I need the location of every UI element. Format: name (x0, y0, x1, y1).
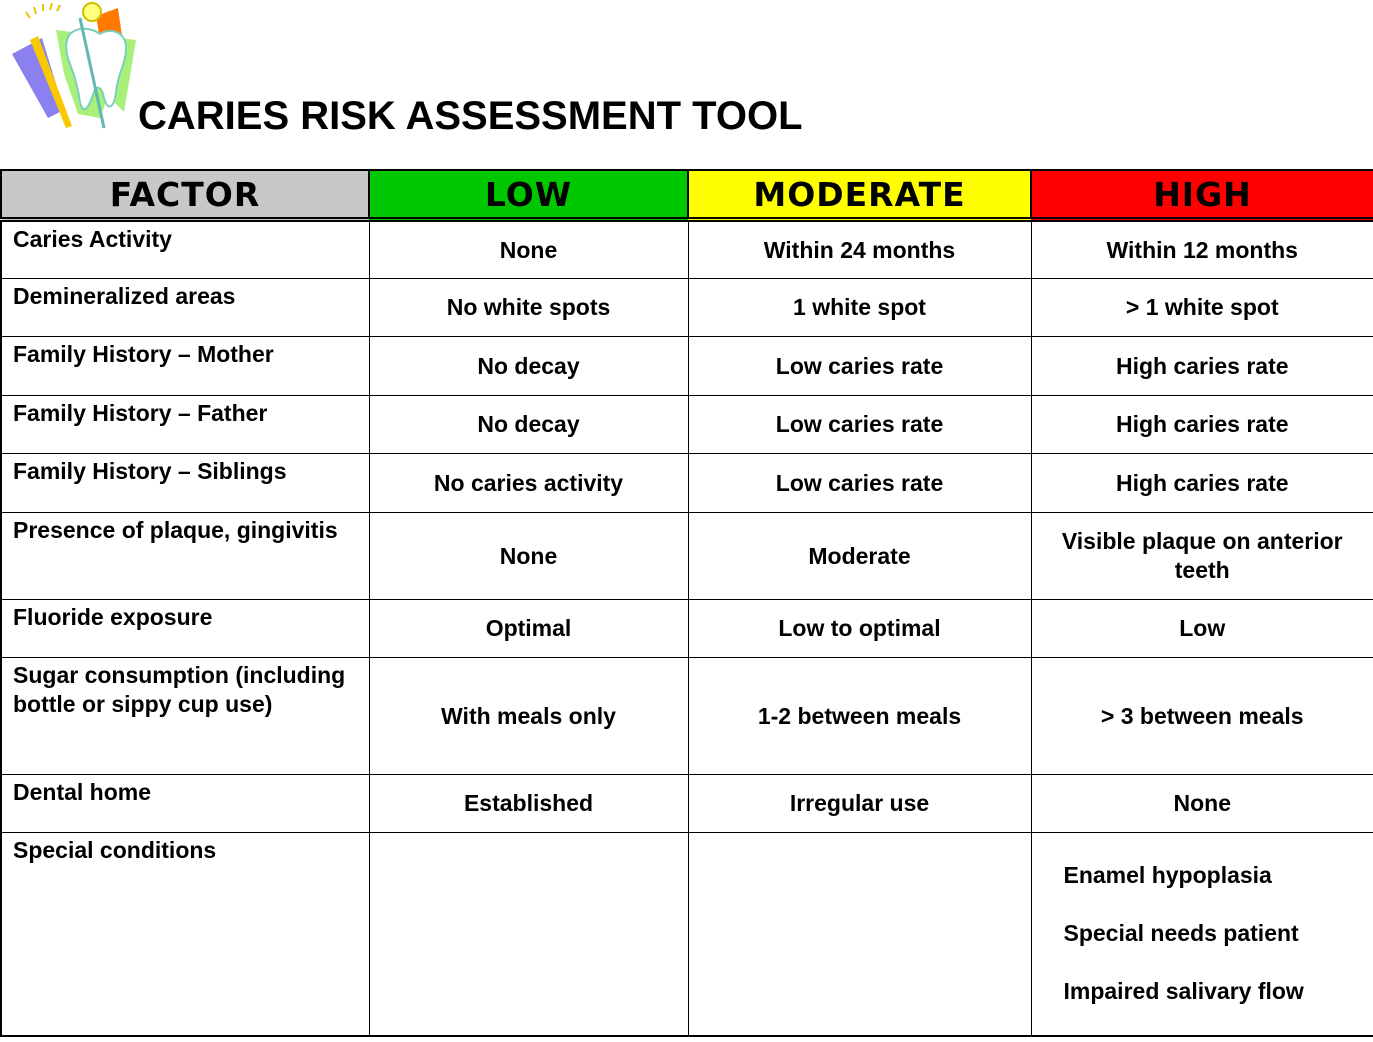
list-item: Impaired salivary flow (1063, 978, 1304, 1004)
moderate-cell: Low to optimal (688, 600, 1031, 658)
factor-cell: Family History – Father (1, 396, 369, 454)
header-row (1, 170, 1373, 220)
high-cell: High caries rate (1031, 454, 1373, 513)
low-cell: No caries activity (369, 454, 688, 513)
factor-cell: Demineralized areas (1, 279, 369, 337)
high-cell: None (1031, 775, 1373, 833)
table-row (1, 775, 1373, 833)
moderate-cell: 1 white spot (688, 279, 1031, 337)
low-cell: No decay (369, 337, 688, 396)
list-item: Enamel hypoplasia (1063, 862, 1272, 888)
moderate-cell: Low caries rate (688, 454, 1031, 513)
high-cell: High caries rate (1031, 337, 1373, 396)
list-item: Special needs patient (1063, 920, 1299, 946)
table-row (1, 600, 1373, 658)
high-cell: > 1 white spot (1031, 279, 1373, 337)
low-cell (369, 833, 688, 1037)
moderate-cell (688, 833, 1031, 1037)
low-cell: With meals only (369, 658, 688, 775)
table-row (1, 279, 1373, 337)
low-cell: No white spots (369, 279, 688, 337)
factor-cell: Dental home (1, 775, 369, 833)
low-cell: None (369, 220, 688, 279)
factor-cell: Fluoride exposure (1, 600, 369, 658)
moderate-cell: Low caries rate (688, 337, 1031, 396)
moderate-cell: Irregular use (688, 775, 1031, 833)
low-cell: No decay (369, 396, 688, 454)
risk-assessment-table (0, 169, 1373, 1037)
factor-cell: Caries Activity (1, 220, 369, 279)
header-moderate: MODERATE (688, 170, 1031, 220)
risk-table (0, 169, 1373, 1042)
moderate-cell: Low caries rate (688, 396, 1031, 454)
table-row (1, 220, 1373, 279)
high-cell: Visible plaque on anterior teeth (1031, 513, 1373, 600)
table-row (1, 658, 1373, 775)
moderate-cell: Within 24 months (688, 220, 1031, 279)
page-title: CARIES RISK ASSESSMENT TOOL (138, 94, 803, 138)
table-row (1, 833, 1373, 1037)
moderate-cell: 1-2 between meals (688, 658, 1031, 775)
table-row (1, 513, 1373, 600)
high-cell: Low (1031, 600, 1373, 658)
factor-cell: Family History – Mother (1, 337, 369, 396)
factor-cell: Sugar consumption (including bottle or sippy cup use) (1, 658, 369, 775)
header-factor: FACTOR (1, 170, 369, 220)
header-high: HIGH (1031, 170, 1373, 220)
table-row (1, 337, 1373, 396)
factor-cell: Family History – Siblings (1, 454, 369, 513)
factor-cell: Presence of plaque, gingivitis (1, 513, 369, 600)
low-cell: Established (369, 775, 688, 833)
moderate-cell: Moderate (688, 513, 1031, 600)
tooth-toothbrush-clipart-icon (8, 0, 140, 132)
high-cell: > 3 between meals (1031, 658, 1373, 775)
low-cell: Optimal (369, 600, 688, 658)
table-row (1, 454, 1373, 513)
factor-cell: Special conditions (1, 833, 369, 1037)
high-cell: Within 12 months (1031, 220, 1373, 279)
header-low: LOW (369, 170, 688, 220)
table-row (1, 396, 1373, 454)
low-cell: None (369, 513, 688, 600)
high-cell (1031, 833, 1373, 1037)
high-cell: High caries rate (1031, 396, 1373, 454)
